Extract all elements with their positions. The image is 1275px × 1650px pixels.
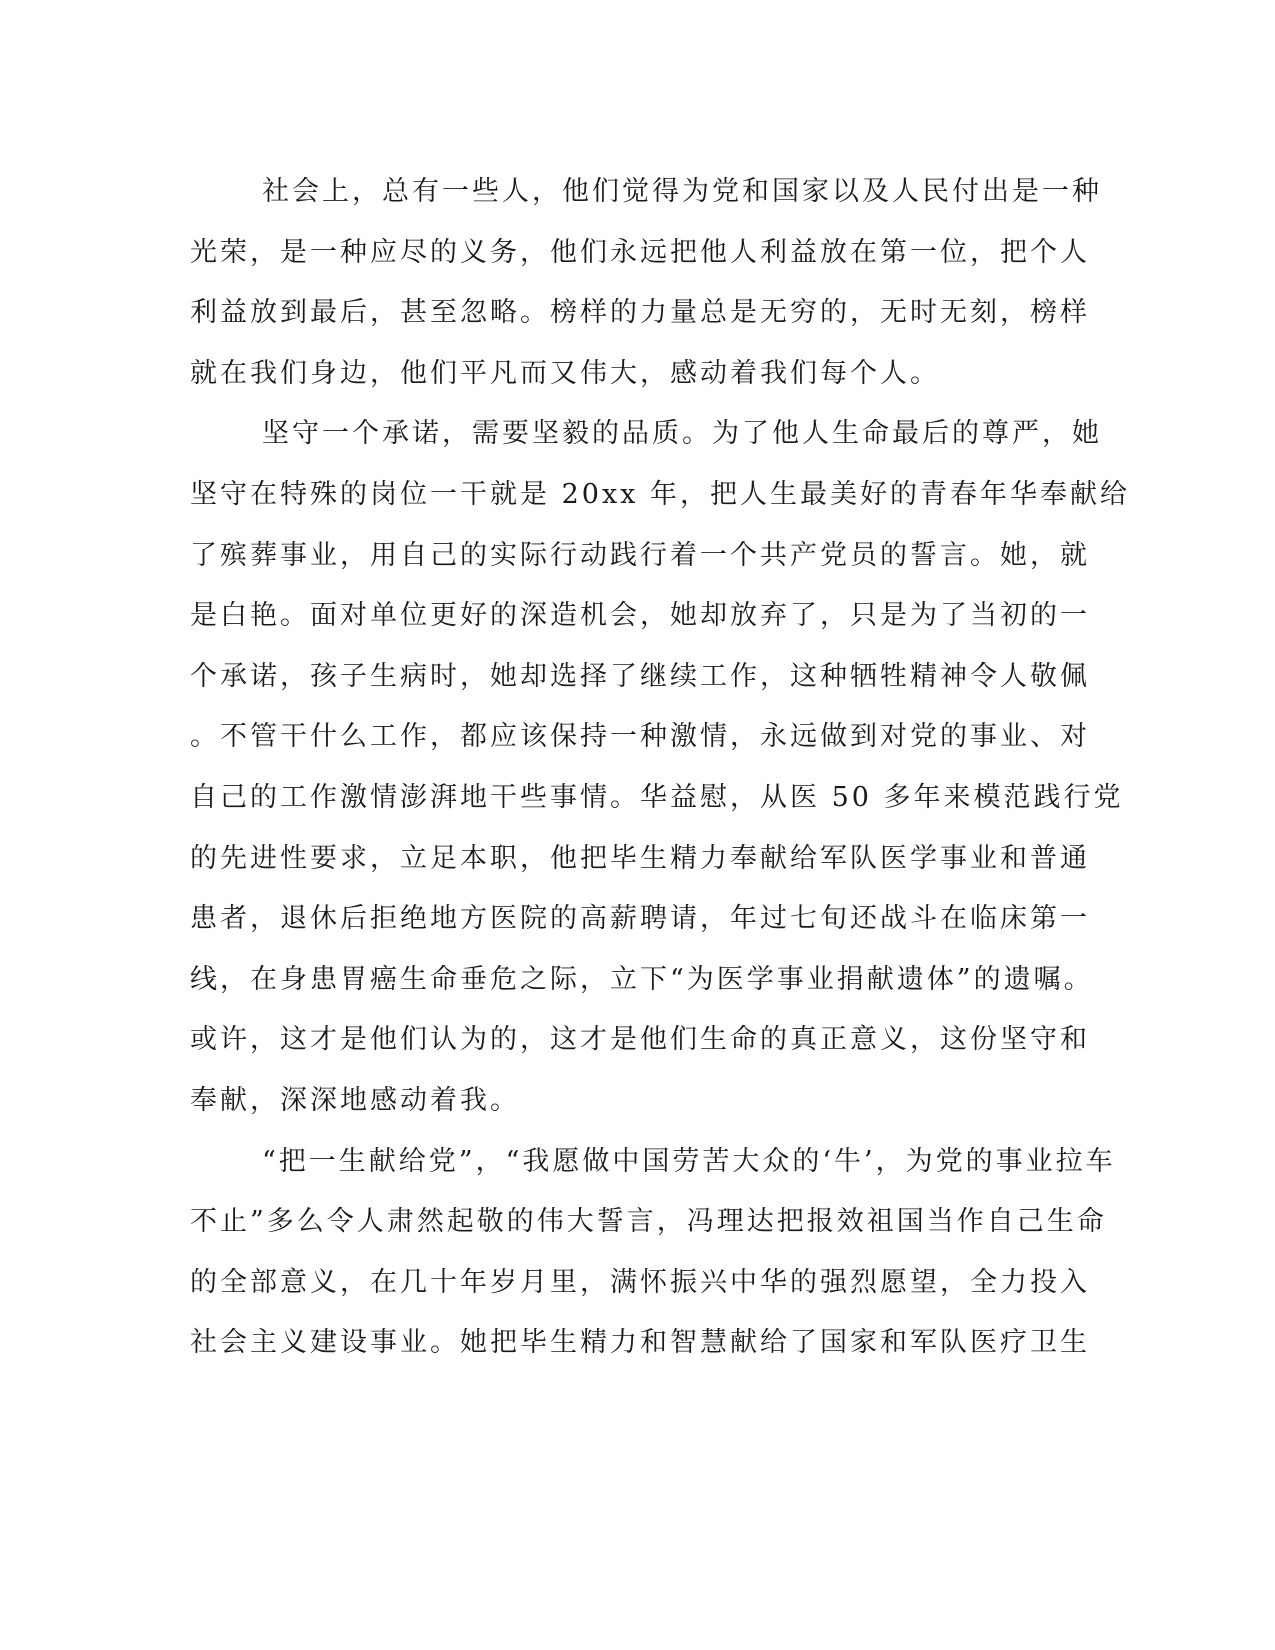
paragraph-2-line-3: 了殡葬事业，用自己的实际行动践行着一个共产党员的誓言。她，就	[190, 539, 1090, 571]
paragraph-2-line-5: 个承诺，孩子生病时，她却选择了继续工作，这种牺牲精神令人敬佩	[190, 660, 1090, 692]
paragraph-2-line-9: 患者，退休后拒绝地方医院的高薪聘请，年过七旬还战斗在临床第一	[190, 903, 1090, 935]
paragraph-2-line-11: 或许，这才是他们认为的，这才是他们生命的真正意义，这份坚守和	[190, 1024, 1090, 1056]
paragraph-2-line-1: 坚守一个承诺，需要坚毅的品质。为了他人生命最后的尊严，她	[262, 418, 1102, 450]
paragraph-2-line-7: 自己的工作激情澎湃地干些事情。华益慰，从医 50 多年来模范践行党	[190, 781, 1124, 813]
paragraph-3-line-3: 的全部意义，在几十年岁月里，满怀振兴中华的强烈愿望，全力投入	[190, 1266, 1090, 1298]
paragraph-3-line-4: 社会主义建设事业。她把毕生精力和智慧献给了国家和军队医疗卫生	[190, 1327, 1090, 1359]
paragraph-1-line-4: 就在我们身边，他们平凡而又伟大，感动着我们每个人。	[190, 357, 940, 389]
paragraph-1-line-1: 社会上，总有一些人，他们觉得为党和国家以及人民付出是一种	[262, 176, 1102, 207]
paragraph-2-line-2: 坚守在特殊的岗位一干就是 20xx 年，把人生最美好的青春年华奉献给	[190, 478, 1130, 510]
paragraph-2-line-8: 的先进性要求，立足本职，他把毕生精力奉献给军队医学事业和普通	[190, 842, 1090, 874]
paragraph-2-line-12: 奉献，深深地感动着我。	[190, 1084, 520, 1116]
body-text	[190, 162, 1130, 1374]
paragraph-1-line-2: 光荣，是一种应尽的义务，他们永远把他人利益放在第一位，把个人	[190, 236, 1090, 268]
paragraph-2-line-4: 是白艳。面对单位更好的深造机会，她却放弃了，只是为了当初的一	[190, 600, 1090, 632]
paragraph-1-line-3: 利益放到最后，甚至忽略。榜样的力量总是无穷的，无时无刻，榜样	[190, 297, 1090, 329]
paragraph-2-line-6: 。不管干什么工作，都应该保持一种激情，永远做到对党的事业、对	[190, 721, 1090, 753]
paragraph-3-line-1: “把一生献给党”，“我愿做中国劳苦大众的‘牛’，为党的事业拉车	[262, 1145, 1116, 1177]
paragraph-2-line-10: 线，在身患胃癌生命垂危之际，立下“为医学事业捐献遗体”的遗嘱。	[190, 963, 1094, 995]
paragraph-3-line-2: 不止”多么令人肃然起敬的伟大誓言，冯理达把报效祖国当作自己生命	[190, 1206, 1107, 1238]
